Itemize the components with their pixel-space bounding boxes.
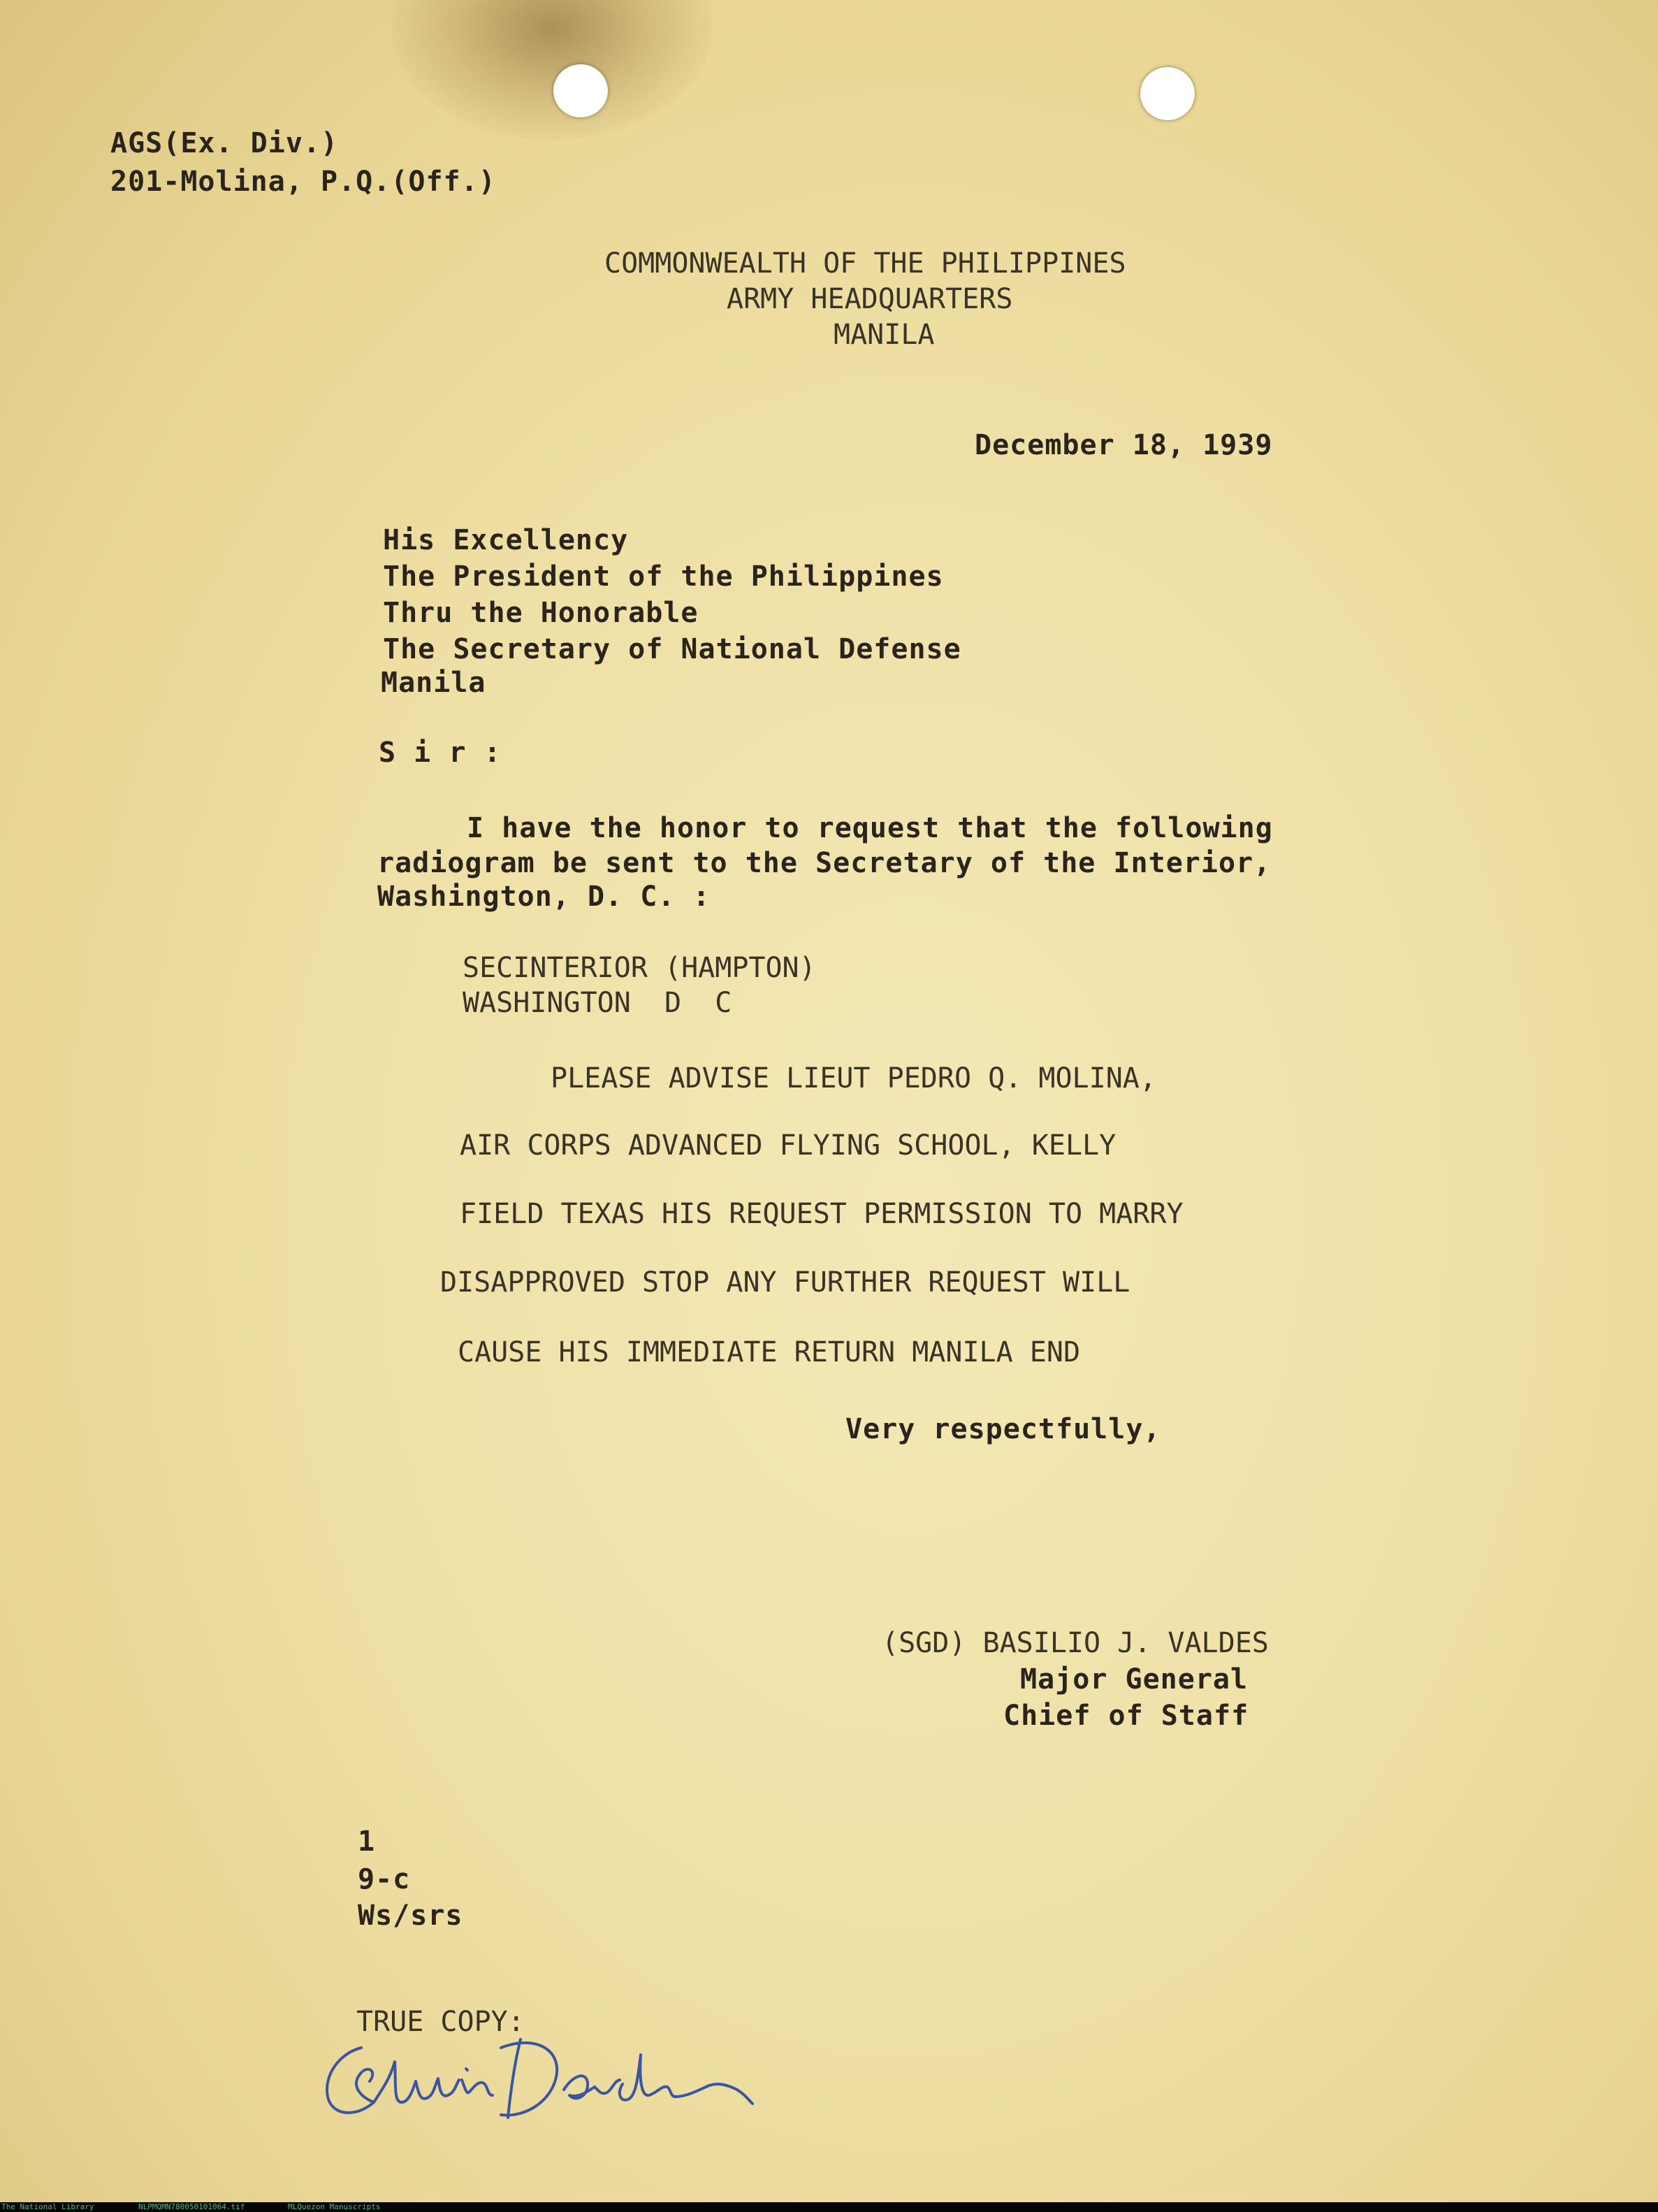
salutation: S i r : (379, 737, 502, 769)
radiogram-address-line-1: SECINTERIOR (HAMPTON) (463, 952, 816, 984)
footer-collection-text: MLQuezon Manuscripts (288, 2202, 381, 2211)
signatory-rank: Major General (1020, 1663, 1249, 1696)
letterhead-line-2: ARMY HEADQUARTERS (727, 283, 1013, 315)
notation-line-1: 1 (358, 1826, 376, 1858)
footer-left-text: The National Library (1, 2202, 94, 2211)
body-line-1: I have the honor to request that the following (467, 812, 1273, 844)
addressee-line-5: Manila (381, 667, 486, 699)
radiogram-message-line-5: CAUSE HIS IMMEDIATE RETURN MANILA END (458, 1336, 1081, 1368)
notation-line-3: Ws/srs (358, 1900, 463, 1932)
handwritten-signature (318, 2020, 765, 2146)
punch-hole-left (553, 64, 608, 117)
radiogram-message-line-4: DISAPPROVED STOP ANY FURTHER REQUEST WILL (440, 1266, 1130, 1299)
closing: Very respectfully, (845, 1413, 1161, 1445)
footer-bar (0, 2202, 1658, 2212)
signatory-name: (SGD) BASILIO J. VALDES (882, 1627, 1269, 1659)
addressee-line-2: The President of the Philippines (383, 561, 944, 593)
radiogram-address-line-2: WASHINGTON D C (463, 987, 732, 1019)
addressee-line-3: Thru the Honorable (383, 597, 699, 629)
letterhead-line-3: MANILA (834, 319, 935, 351)
body-line-3: Washington, D. C. : (377, 881, 711, 913)
footer-filename-text: NLPMQMN780050101064.tif (138, 2202, 245, 2211)
letterhead-line-1: COMMONWEALTH OF THE PHILIPPINES (604, 247, 1126, 280)
signatory-title: Chief of Staff (1003, 1700, 1249, 1732)
addressee-line-4: The Secretary of National Defense (383, 633, 961, 665)
stain-mark (391, 0, 713, 140)
body-line-2: radiogram be sent to the Secretary of the Interior, (377, 847, 1272, 879)
notation-line-2: 9-c (358, 1863, 411, 1895)
radiogram-message-line-3: FIELD TEXAS HIS REQUEST PERMISSION TO MARRY (460, 1198, 1184, 1230)
letter-date: December 18, 1939 (975, 429, 1273, 461)
addressee-line-1: His Excellency (383, 524, 629, 556)
true-copy-label: TRUE COPY: (356, 2006, 525, 2038)
punch-hole-right (1140, 67, 1195, 120)
radiogram-message-line-1: PLEASE ADVISE LIEUT PEDRO Q. MOLINA, (551, 1062, 1156, 1094)
reference-line-2: 201-Molina, P.Q.(Off.) (110, 166, 496, 198)
radiogram-message-line-2: AIR CORPS ADVANCED FLYING SCHOOL, KELLY (460, 1129, 1117, 1162)
reference-line-1: AGS(Ex. Div.) (110, 127, 339, 159)
